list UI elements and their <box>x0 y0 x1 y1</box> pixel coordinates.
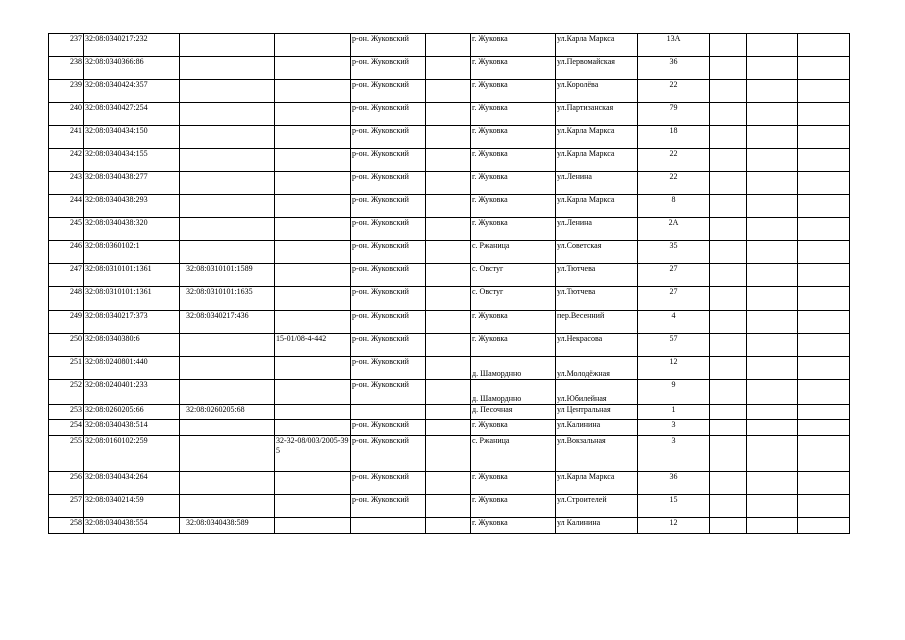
house-number-cell: 9 <box>638 380 710 405</box>
empty-cell <box>798 334 850 357</box>
empty-cell <box>426 436 471 472</box>
empty-cell <box>747 420 798 436</box>
row-number-cell: 255 <box>49 436 84 472</box>
table-row <box>49 172 850 195</box>
district-cell: р-он. Жуковский <box>351 334 426 357</box>
registration-number-cell <box>275 518 351 534</box>
related-cadastral-number-cell <box>180 80 275 103</box>
empty-cell <box>798 241 850 264</box>
empty-cell <box>798 149 850 172</box>
empty-cell <box>747 218 798 241</box>
row-number-cell: 256 <box>49 472 84 495</box>
empty-cell <box>747 80 798 103</box>
empty-cell <box>710 264 747 287</box>
registration-number-cell <box>275 218 351 241</box>
district-cell: р-он. Жуковский <box>351 495 426 518</box>
empty-cell <box>710 126 747 149</box>
street-cell: ул Калинина <box>556 518 638 534</box>
registration-number-cell <box>275 103 351 126</box>
related-cadastral-number-cell <box>180 495 275 518</box>
empty-cell <box>710 149 747 172</box>
row-number-cell: 249 <box>49 311 84 334</box>
house-number-cell: 12 <box>638 357 710 380</box>
house-number-cell: 8 <box>638 195 710 218</box>
registration-number-cell <box>275 405 351 420</box>
empty-cell <box>710 405 747 420</box>
related-cadastral-number-cell <box>180 172 275 195</box>
row-number-cell: 244 <box>49 195 84 218</box>
street-cell: ул.Советская <box>556 241 638 264</box>
settlement-cell: г. Жуковка <box>471 195 556 218</box>
table-row <box>49 80 850 103</box>
registration-number-cell: 15-01/08-4-442 <box>275 334 351 357</box>
table-row <box>49 241 850 264</box>
cadastral-number-cell: 32:08:0340438:554 <box>84 518 180 534</box>
table-row <box>49 126 850 149</box>
related-cadastral-number-cell: 32:08:0340217:436 <box>180 311 275 334</box>
house-number-cell: 35 <box>638 241 710 264</box>
empty-cell <box>426 126 471 149</box>
related-cadastral-number-cell <box>180 472 275 495</box>
cadastral-number-cell: 32:08:0260205:66 <box>84 405 180 420</box>
row-number-cell: 258 <box>49 518 84 534</box>
related-cadastral-number-cell <box>180 420 275 436</box>
empty-cell <box>710 57 747 80</box>
empty-cell <box>747 405 798 420</box>
registration-number-cell <box>275 311 351 334</box>
cadastral-number-cell: 32:08:0240401:233 <box>84 380 180 405</box>
settlement-cell: г. Жуковка <box>471 311 556 334</box>
empty-cell <box>798 34 850 57</box>
cadastral-number-cell: 32:08:0340438:293 <box>84 195 180 218</box>
district-cell: р-он. Жуковский <box>351 357 426 380</box>
table-row <box>49 287 850 311</box>
empty-cell <box>747 195 798 218</box>
empty-cell <box>426 472 471 495</box>
empty-cell <box>798 195 850 218</box>
house-number-cell: 36 <box>638 57 710 80</box>
empty-cell <box>426 420 471 436</box>
empty-cell <box>710 380 747 405</box>
registration-number-cell <box>275 57 351 80</box>
registration-number-cell <box>275 34 351 57</box>
cadastral-number-cell: 32:08:0360102:1 <box>84 241 180 264</box>
registration-number-cell: 32-32-08/003/2005-395 <box>275 436 351 472</box>
empty-cell <box>426 241 471 264</box>
table-body <box>49 34 850 534</box>
street-cell: ул.Вокзальная <box>556 436 638 472</box>
house-number-cell: 12 <box>638 518 710 534</box>
house-number-cell: 22 <box>638 172 710 195</box>
street-cell: ул.Некрасова <box>556 334 638 357</box>
table-row <box>49 436 850 472</box>
street-cell: ул.Карла Маркса <box>556 126 638 149</box>
row-number-cell: 239 <box>49 80 84 103</box>
row-number-cell: 242 <box>49 149 84 172</box>
street-cell: ул.Карла Маркса <box>556 34 638 57</box>
settlement-cell: д. Шаморднно <box>471 357 556 380</box>
table-row <box>49 420 850 436</box>
table-row <box>49 264 850 287</box>
empty-cell <box>747 57 798 80</box>
district-cell: р-он. Жуковский <box>351 380 426 405</box>
registration-number-cell <box>275 126 351 149</box>
settlement-cell: с. Овстуг <box>471 264 556 287</box>
district-cell: р-он. Жуковский <box>351 80 426 103</box>
table-row <box>49 357 850 380</box>
empty-cell <box>747 103 798 126</box>
empty-cell <box>747 436 798 472</box>
table-row <box>49 34 850 57</box>
registration-number-cell <box>275 287 351 311</box>
row-number-cell: 252 <box>49 380 84 405</box>
related-cadastral-number-cell <box>180 195 275 218</box>
empty-cell <box>710 103 747 126</box>
empty-cell <box>798 472 850 495</box>
empty-cell <box>747 287 798 311</box>
empty-cell <box>426 218 471 241</box>
related-cadastral-number-cell: 32:08:0310101:1635 <box>180 287 275 311</box>
empty-cell <box>710 311 747 334</box>
empty-cell <box>747 380 798 405</box>
settlement-cell: г. Жуковка <box>471 420 556 436</box>
empty-cell <box>710 195 747 218</box>
street-cell: ул.Карла Маркса <box>556 472 638 495</box>
district-cell: р-он. Жуковский <box>351 264 426 287</box>
table-row <box>49 195 850 218</box>
related-cadastral-number-cell <box>180 149 275 172</box>
house-number-cell: 13А <box>638 34 710 57</box>
registration-number-cell <box>275 357 351 380</box>
settlement-cell: г. Жуковка <box>471 34 556 57</box>
row-number-cell: 240 <box>49 103 84 126</box>
empty-cell <box>710 357 747 380</box>
house-number-cell: 27 <box>638 287 710 311</box>
empty-cell <box>747 126 798 149</box>
empty-cell <box>426 103 471 126</box>
row-number-cell: 245 <box>49 218 84 241</box>
cadastral-number-cell: 32:08:0340434:155 <box>84 149 180 172</box>
empty-cell <box>426 357 471 380</box>
table-row <box>49 405 850 420</box>
table-row <box>49 518 850 534</box>
settlement-cell: г. Жуковка <box>471 80 556 103</box>
row-number-cell: 253 <box>49 405 84 420</box>
register-table <box>48 33 850 534</box>
district-cell: р-он. Жуковский <box>351 287 426 311</box>
empty-cell <box>426 149 471 172</box>
house-number-cell: 36 <box>638 472 710 495</box>
related-cadastral-number-cell <box>180 34 275 57</box>
empty-cell <box>710 334 747 357</box>
cadastral-number-cell: 32:08:0310101:1361 <box>84 287 180 311</box>
district-cell: р-он. Жуковский <box>351 57 426 80</box>
street-cell: ул.Карла Маркса <box>556 195 638 218</box>
empty-cell <box>710 518 747 534</box>
cadastral-number-cell: 32:08:0340438:277 <box>84 172 180 195</box>
table-row <box>49 57 850 80</box>
empty-cell <box>710 34 747 57</box>
related-cadastral-number-cell <box>180 334 275 357</box>
related-cadastral-number-cell <box>180 126 275 149</box>
settlement-cell: с. Ржаница <box>471 241 556 264</box>
street-cell: ул.Тютчева <box>556 264 638 287</box>
empty-cell <box>798 380 850 405</box>
row-number-cell: 254 <box>49 420 84 436</box>
district-cell: р-он. Жуковский <box>351 420 426 436</box>
cadastral-number-cell: 32:08:0310101:1361 <box>84 264 180 287</box>
empty-cell <box>798 518 850 534</box>
empty-cell <box>426 195 471 218</box>
row-number-cell: 250 <box>49 334 84 357</box>
empty-cell <box>426 495 471 518</box>
house-number-cell: 79 <box>638 103 710 126</box>
cadastral-number-cell: 32:08:0340424:357 <box>84 80 180 103</box>
street-cell: ул.Партизанская <box>556 103 638 126</box>
settlement-cell: г. Жуковка <box>471 495 556 518</box>
cadastral-number-cell: 32:08:0340366:86 <box>84 57 180 80</box>
row-number-cell: 243 <box>49 172 84 195</box>
street-cell: ул Центральная <box>556 405 638 420</box>
empty-cell <box>798 126 850 149</box>
empty-cell <box>747 34 798 57</box>
house-number-cell: 27 <box>638 264 710 287</box>
street-cell: ул.Калинина <box>556 420 638 436</box>
row-number-cell: 238 <box>49 57 84 80</box>
registration-number-cell <box>275 172 351 195</box>
empty-cell <box>798 287 850 311</box>
district-cell <box>351 405 426 420</box>
empty-cell <box>710 80 747 103</box>
cadastral-number-cell: 32:08:0340380:6 <box>84 334 180 357</box>
empty-cell <box>798 357 850 380</box>
empty-cell <box>747 334 798 357</box>
empty-cell <box>426 287 471 311</box>
empty-cell <box>710 287 747 311</box>
street-cell: пер.Весенний <box>556 311 638 334</box>
cadastral-number-cell: 32:08:0340427:254 <box>84 103 180 126</box>
row-number-cell: 248 <box>49 287 84 311</box>
empty-cell <box>798 218 850 241</box>
street-cell: ул.Карла Маркса <box>556 149 638 172</box>
settlement-cell: с. Ржаница <box>471 436 556 472</box>
related-cadastral-number-cell: 32:08:0310101:1589 <box>180 264 275 287</box>
district-cell: р-он. Жуковский <box>351 149 426 172</box>
empty-cell <box>710 472 747 495</box>
registration-number-cell <box>275 241 351 264</box>
related-cadastral-number-cell <box>180 436 275 472</box>
empty-cell <box>798 57 850 80</box>
empty-cell <box>426 334 471 357</box>
registration-number-cell <box>275 380 351 405</box>
registration-number-cell <box>275 495 351 518</box>
house-number-cell: 18 <box>638 126 710 149</box>
empty-cell <box>426 57 471 80</box>
empty-cell <box>798 405 850 420</box>
related-cadastral-number-cell: 32:08:0340438:589 <box>180 518 275 534</box>
district-cell: р-он. Жуковский <box>351 436 426 472</box>
registration-number-cell <box>275 195 351 218</box>
settlement-cell: г. Жуковка <box>471 334 556 357</box>
settlement-cell: с. Овстуг <box>471 287 556 311</box>
house-number-cell: 2А <box>638 218 710 241</box>
district-cell: р-он. Жуковский <box>351 103 426 126</box>
empty-cell <box>747 472 798 495</box>
district-cell: р-он. Жуковский <box>351 218 426 241</box>
empty-cell <box>710 241 747 264</box>
house-number-cell: 22 <box>638 80 710 103</box>
empty-cell <box>798 264 850 287</box>
district-cell: р-он. Жуковский <box>351 311 426 334</box>
cadastral-number-cell: 32:08:0160102:259 <box>84 436 180 472</box>
settlement-cell: г. Жуковка <box>471 57 556 80</box>
row-number-cell: 246 <box>49 241 84 264</box>
settlement-cell: д. Песочная <box>471 405 556 420</box>
empty-cell <box>747 149 798 172</box>
related-cadastral-number-cell <box>180 241 275 264</box>
street-cell: ул.Королёва <box>556 80 638 103</box>
registration-number-cell <box>275 420 351 436</box>
district-cell: р-он. Жуковский <box>351 195 426 218</box>
street-cell: ул.Строителей <box>556 495 638 518</box>
settlement-cell: г. Жуковка <box>471 218 556 241</box>
street-cell: ул.Молодёжная <box>556 357 638 380</box>
empty-cell <box>798 172 850 195</box>
cadastral-number-cell: 32:08:0340217:232 <box>84 34 180 57</box>
related-cadastral-number-cell <box>180 380 275 405</box>
empty-cell <box>426 518 471 534</box>
table-row <box>49 495 850 518</box>
row-number-cell: 237 <box>49 34 84 57</box>
street-cell: ул.Тютчева <box>556 287 638 311</box>
cadastral-number-cell: 32:08:0340217:373 <box>84 311 180 334</box>
empty-cell <box>747 518 798 534</box>
settlement-cell: г. Жуковка <box>471 149 556 172</box>
cadastral-number-cell: 32:08:0340434:150 <box>84 126 180 149</box>
empty-cell <box>426 172 471 195</box>
table-row <box>49 218 850 241</box>
empty-cell <box>798 80 850 103</box>
house-number-cell: 57 <box>638 334 710 357</box>
house-number-cell: 4 <box>638 311 710 334</box>
cadastral-number-cell: 32:08:0340438:514 <box>84 420 180 436</box>
empty-cell <box>798 420 850 436</box>
empty-cell <box>747 264 798 287</box>
settlement-cell: г. Жуковка <box>471 103 556 126</box>
table-row <box>49 311 850 334</box>
empty-cell <box>747 241 798 264</box>
empty-cell <box>747 495 798 518</box>
empty-cell <box>710 495 747 518</box>
table-row <box>49 380 850 405</box>
empty-cell <box>798 103 850 126</box>
empty-cell <box>426 380 471 405</box>
table-row <box>49 103 850 126</box>
empty-cell <box>798 311 850 334</box>
empty-cell <box>710 420 747 436</box>
district-cell: р-он. Жуковский <box>351 126 426 149</box>
row-number-cell: 251 <box>49 357 84 380</box>
street-cell: ул.Первомайская <box>556 57 638 80</box>
empty-cell <box>710 436 747 472</box>
settlement-cell: г. Жуковка <box>471 172 556 195</box>
empty-cell <box>710 172 747 195</box>
empty-cell <box>426 311 471 334</box>
registration-number-cell <box>275 472 351 495</box>
house-number-cell: 3 <box>638 436 710 472</box>
settlement-cell: г. Жуковка <box>471 518 556 534</box>
registration-number-cell <box>275 80 351 103</box>
related-cadastral-number-cell <box>180 357 275 380</box>
settlement-cell: д. Шаморднно <box>471 380 556 405</box>
registration-number-cell <box>275 264 351 287</box>
house-number-cell: 3 <box>638 420 710 436</box>
district-cell: р-он. Жуковский <box>351 472 426 495</box>
cadastral-number-cell: 32:08:0340214:59 <box>84 495 180 518</box>
empty-cell <box>426 405 471 420</box>
related-cadastral-number-cell: 32:08:0260205:68 <box>180 405 275 420</box>
cadastral-number-cell: 32:08:0340438:320 <box>84 218 180 241</box>
empty-cell <box>426 80 471 103</box>
district-cell: р-он. Жуковский <box>351 241 426 264</box>
row-number-cell: 241 <box>49 126 84 149</box>
street-cell: ул.Ленина <box>556 218 638 241</box>
empty-cell <box>710 218 747 241</box>
settlement-cell: г. Жуковка <box>471 126 556 149</box>
empty-cell <box>426 34 471 57</box>
related-cadastral-number-cell <box>180 57 275 80</box>
empty-cell <box>747 172 798 195</box>
related-cadastral-number-cell <box>180 103 275 126</box>
empty-cell <box>747 311 798 334</box>
cadastral-number-cell: 32:08:0340434:264 <box>84 472 180 495</box>
empty-cell <box>747 357 798 380</box>
district-cell: р-он. Жуковский <box>351 34 426 57</box>
house-number-cell: 22 <box>638 149 710 172</box>
related-cadastral-number-cell <box>180 218 275 241</box>
settlement-cell: г. Жуковка <box>471 472 556 495</box>
house-number-cell: 1 <box>638 405 710 420</box>
registration-number-cell <box>275 149 351 172</box>
table-row <box>49 334 850 357</box>
cadastral-number-cell: 32:08:0240801:440 <box>84 357 180 380</box>
house-number-cell: 15 <box>638 495 710 518</box>
empty-cell <box>426 264 471 287</box>
district-cell <box>351 518 426 534</box>
table-row <box>49 149 850 172</box>
street-cell: ул.Юбилейная <box>556 380 638 405</box>
street-cell: ул.Ленина <box>556 172 638 195</box>
empty-cell <box>798 495 850 518</box>
row-number-cell: 247 <box>49 264 84 287</box>
table-row <box>49 472 850 495</box>
row-number-cell: 257 <box>49 495 84 518</box>
district-cell: р-он. Жуковский <box>351 172 426 195</box>
empty-cell <box>798 436 850 472</box>
